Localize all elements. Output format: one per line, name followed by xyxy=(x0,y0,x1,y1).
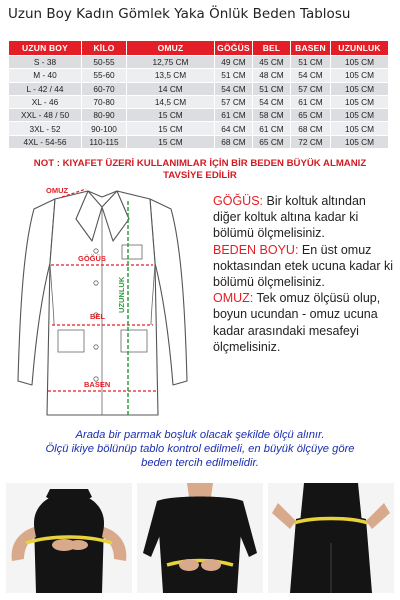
table-cell: 64 CM xyxy=(215,122,253,135)
table-cell: 54 CM xyxy=(253,95,291,108)
table-cell: 70-80 xyxy=(82,95,127,108)
label-gogus: GÖĞÜS xyxy=(78,254,106,263)
omuz-text: Tek omuz ölçüsü olup, boyun ucundan - omuz ucuna kadar arasındaki mesafeyi ölçmelisiniz. xyxy=(213,291,381,354)
table-cell: 12,75 CM xyxy=(127,56,215,69)
table-row xyxy=(9,109,389,122)
table-cell: XL - 46 xyxy=(9,95,82,108)
boy-heading: BEDEN BOYU: xyxy=(213,242,299,257)
table-cell: 110-115 xyxy=(82,135,127,148)
photo-hip-measure xyxy=(268,483,394,593)
table-cell: 50-55 xyxy=(82,56,127,69)
table-cell: 14 CM xyxy=(127,82,215,95)
table-header-row xyxy=(9,41,389,56)
gogus-text: Bir koltuk altından diğer koltuk altına kadar ki bölümü ölçmelisiniz. xyxy=(213,194,366,241)
measurement-photos xyxy=(6,483,394,593)
table-cell: 15 CM xyxy=(127,122,215,135)
page-title: Uzun Boy Kadın Gömlek Yaka Önlük Beden Tablosu xyxy=(8,6,351,22)
table-cell: 54 CM xyxy=(291,69,331,82)
table-cell: 105 CM xyxy=(331,82,389,95)
table-cell: 57 CM xyxy=(291,82,331,95)
size-table xyxy=(8,40,389,149)
table-cell: S - 38 xyxy=(9,56,82,69)
table-cell: 65 CM xyxy=(291,109,331,122)
table-cell: 61 CM xyxy=(291,95,331,108)
header-uzun-boy: UZUN BOY xyxy=(9,41,82,56)
omuz-heading: OMUZ: xyxy=(213,291,254,306)
table-cell: 49 CM xyxy=(215,56,253,69)
table-row xyxy=(9,122,389,135)
table-cell: 105 CM xyxy=(331,69,389,82)
table-cell: 57 CM xyxy=(215,95,253,108)
table-cell: 105 CM xyxy=(331,95,389,108)
header-omuz: OMUZ xyxy=(127,41,215,56)
fit-note xyxy=(10,158,390,182)
header-basen: BASEN xyxy=(291,41,331,56)
table-row xyxy=(9,56,389,69)
measuring-tip xyxy=(4,428,396,470)
header-uzunluk: UZUNLUK xyxy=(331,41,389,56)
table-cell: 51 CM xyxy=(253,82,291,95)
table-row xyxy=(9,135,389,148)
table-cell: 65 CM xyxy=(253,135,291,148)
table-cell: 61 CM xyxy=(215,109,253,122)
label-bel: BEL xyxy=(90,312,105,321)
table-cell: 105 CM xyxy=(331,109,389,122)
label-basen: BASEN xyxy=(84,380,111,389)
coat-measurement-diagram xyxy=(10,185,195,430)
table-cell: 61 CM xyxy=(253,122,291,135)
table-cell: L - 42 / 44 xyxy=(9,82,82,95)
table-cell: 58 CM xyxy=(253,109,291,122)
label-uzunluk: UZUNLUK xyxy=(117,276,126,313)
table-cell: 15 CM xyxy=(127,109,215,122)
table-row xyxy=(9,82,389,95)
measuring-tip-line2: Ölçü ikiye bölünüp tablo kontrol edilmeli, en büyük ölçüye göre xyxy=(45,443,355,455)
table-cell: 13,5 CM xyxy=(127,69,215,82)
table-cell: 68 CM xyxy=(215,135,253,148)
photo-chest-measure xyxy=(6,483,132,593)
table-cell: 51 CM xyxy=(215,69,253,82)
table-cell: 105 CM xyxy=(331,56,389,69)
measuring-tip-line1: Arada bir parmak boşluk olacak şekilde ölçü alınır. xyxy=(75,429,325,441)
fit-note-line2: TAVSİYE EDİLİR xyxy=(163,170,237,181)
table-cell: 14,5 CM xyxy=(127,95,215,108)
table-cell: 80-90 xyxy=(82,109,127,122)
table-cell: XXL - 48 / 50 xyxy=(9,109,82,122)
gogus-heading: GÖĞÜS: xyxy=(213,194,264,208)
table-cell: 105 CM xyxy=(331,135,389,148)
table-row xyxy=(9,69,389,82)
table-cell: 54 CM xyxy=(215,82,253,95)
label-omuz: OMUZ xyxy=(46,186,69,195)
table-cell: 55-60 xyxy=(82,69,127,82)
table-cell: 48 CM xyxy=(253,69,291,82)
header-kilo: KİLO xyxy=(82,41,127,56)
table-cell: 3XL - 52 xyxy=(9,122,82,135)
header-bel: BEL xyxy=(253,41,291,56)
measurement-instructions xyxy=(213,193,393,355)
table-cell: 68 CM xyxy=(291,122,331,135)
table-cell: 4XL - 54-56 xyxy=(9,135,82,148)
table-row xyxy=(9,95,389,108)
fit-note-line1: NOT : KIYAFET ÜZERİ KULLANIMLAR İÇİN BİR BEDEN BÜYÜK ALMANIZ xyxy=(33,158,367,169)
header-gogus: GÖĞÜS xyxy=(215,41,253,56)
table-cell: 72 CM xyxy=(291,135,331,148)
table-cell: M - 40 xyxy=(9,69,82,82)
photo-waist-measure xyxy=(137,483,263,593)
table-cell: 51 CM xyxy=(291,56,331,69)
table-cell: 60-70 xyxy=(82,82,127,95)
table-cell: 90-100 xyxy=(82,122,127,135)
table-cell: 15 CM xyxy=(127,135,215,148)
boy-text: En üst omuz noktasından etek ucuna kadar ki bölümü ölçmelisiniz. xyxy=(213,242,393,290)
measuring-tip-line3: beden tercih edilmelidir. xyxy=(141,457,259,469)
table-cell: 105 CM xyxy=(331,122,389,135)
table-cell: 45 CM xyxy=(253,56,291,69)
